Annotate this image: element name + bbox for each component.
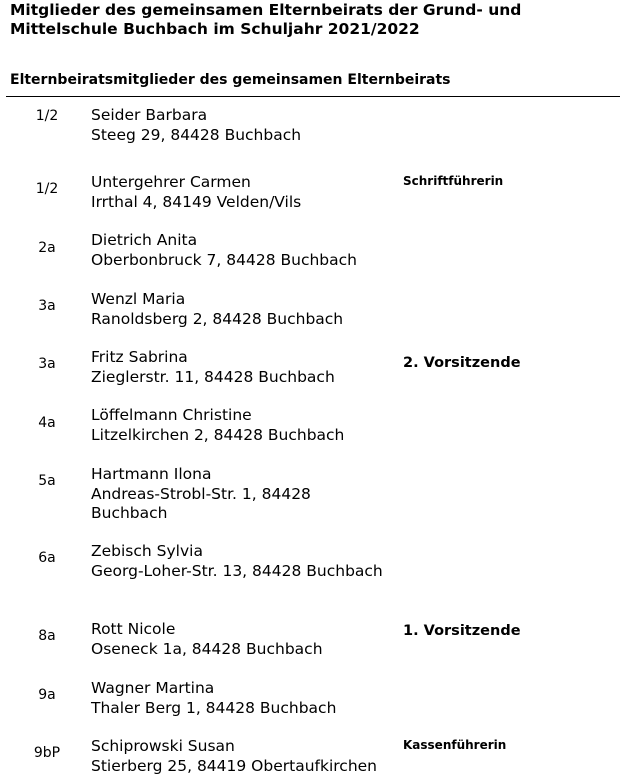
member-address: Oseneck 1a, 84428 Buchbach bbox=[91, 639, 323, 658]
member-address: Georg-Loher-Str. 13, 84428 Buchbach bbox=[91, 561, 383, 580]
member-name: Zebisch Sylvia bbox=[91, 542, 203, 560]
member-address: Zieglerstr. 11, 84428 Buchbach bbox=[91, 367, 335, 386]
member-class: 3a bbox=[38, 298, 56, 314]
member-name: Seider Barbara bbox=[91, 106, 208, 124]
member-name: Hartmann Ilona bbox=[91, 465, 212, 483]
member-address: Irrthal 4, 84149 Velden/Vils bbox=[91, 192, 302, 211]
member-role: Schriftführerin bbox=[403, 174, 504, 188]
member-name: Fritz Sabrina bbox=[91, 348, 188, 366]
member-name: Rott Nicole bbox=[91, 620, 176, 638]
member-address: Thaler Berg 1, 84428 Buchbach bbox=[91, 698, 337, 717]
member-name: Wenzl Maria bbox=[91, 290, 186, 308]
member-class: 8a bbox=[38, 628, 56, 644]
section-heading: Elternbeiratsmitglieder des gemeinsamen Elternbeirats bbox=[10, 72, 451, 88]
member-class: 2a bbox=[38, 240, 56, 256]
member-class: 1/2 bbox=[35, 108, 59, 124]
member-role: 1. Vorsitzende bbox=[403, 623, 521, 639]
member-address: Andreas-Strobl-Str. 1, 84428 Buchbach bbox=[91, 484, 311, 522]
member-name: Untergehrer Carmen bbox=[91, 173, 251, 191]
member-class: 9bP bbox=[33, 745, 61, 761]
member-role: Kassenführerin bbox=[403, 738, 507, 752]
page-title: Mitglieder des gemeinsamen Elternbeirats der Grund- und Mittelschule Buchbach im Schuljahr 2021/2022 bbox=[10, 1, 522, 38]
divider bbox=[6, 96, 620, 97]
member-class: 3a bbox=[38, 356, 56, 372]
member-address: Ranoldsberg 2, 84428 Buchbach bbox=[91, 309, 344, 328]
member-class: 4a bbox=[38, 415, 56, 431]
member-address: Oberbonbruck 7, 84428 Buchbach bbox=[91, 250, 357, 269]
member-name: Löffelmann Christine bbox=[91, 406, 252, 424]
member-class: 9a bbox=[38, 687, 56, 703]
member-name: Dietrich Anita bbox=[91, 231, 198, 249]
member-role: 2. Vorsitzende bbox=[403, 355, 521, 371]
member-class: 1/2 bbox=[35, 181, 59, 197]
member-name: Wagner Martina bbox=[91, 679, 215, 697]
member-address: Stierberg 25, 84419 Obertaufkirchen bbox=[91, 756, 378, 775]
member-address: Steeg 29, 84428 Buchbach bbox=[91, 125, 302, 144]
member-name: Schiprowski Susan bbox=[91, 737, 235, 755]
member-class: 6a bbox=[38, 550, 56, 566]
member-class: 5a bbox=[38, 473, 56, 489]
member-address: Litzelkirchen 2, 84428 Buchbach bbox=[91, 425, 345, 444]
